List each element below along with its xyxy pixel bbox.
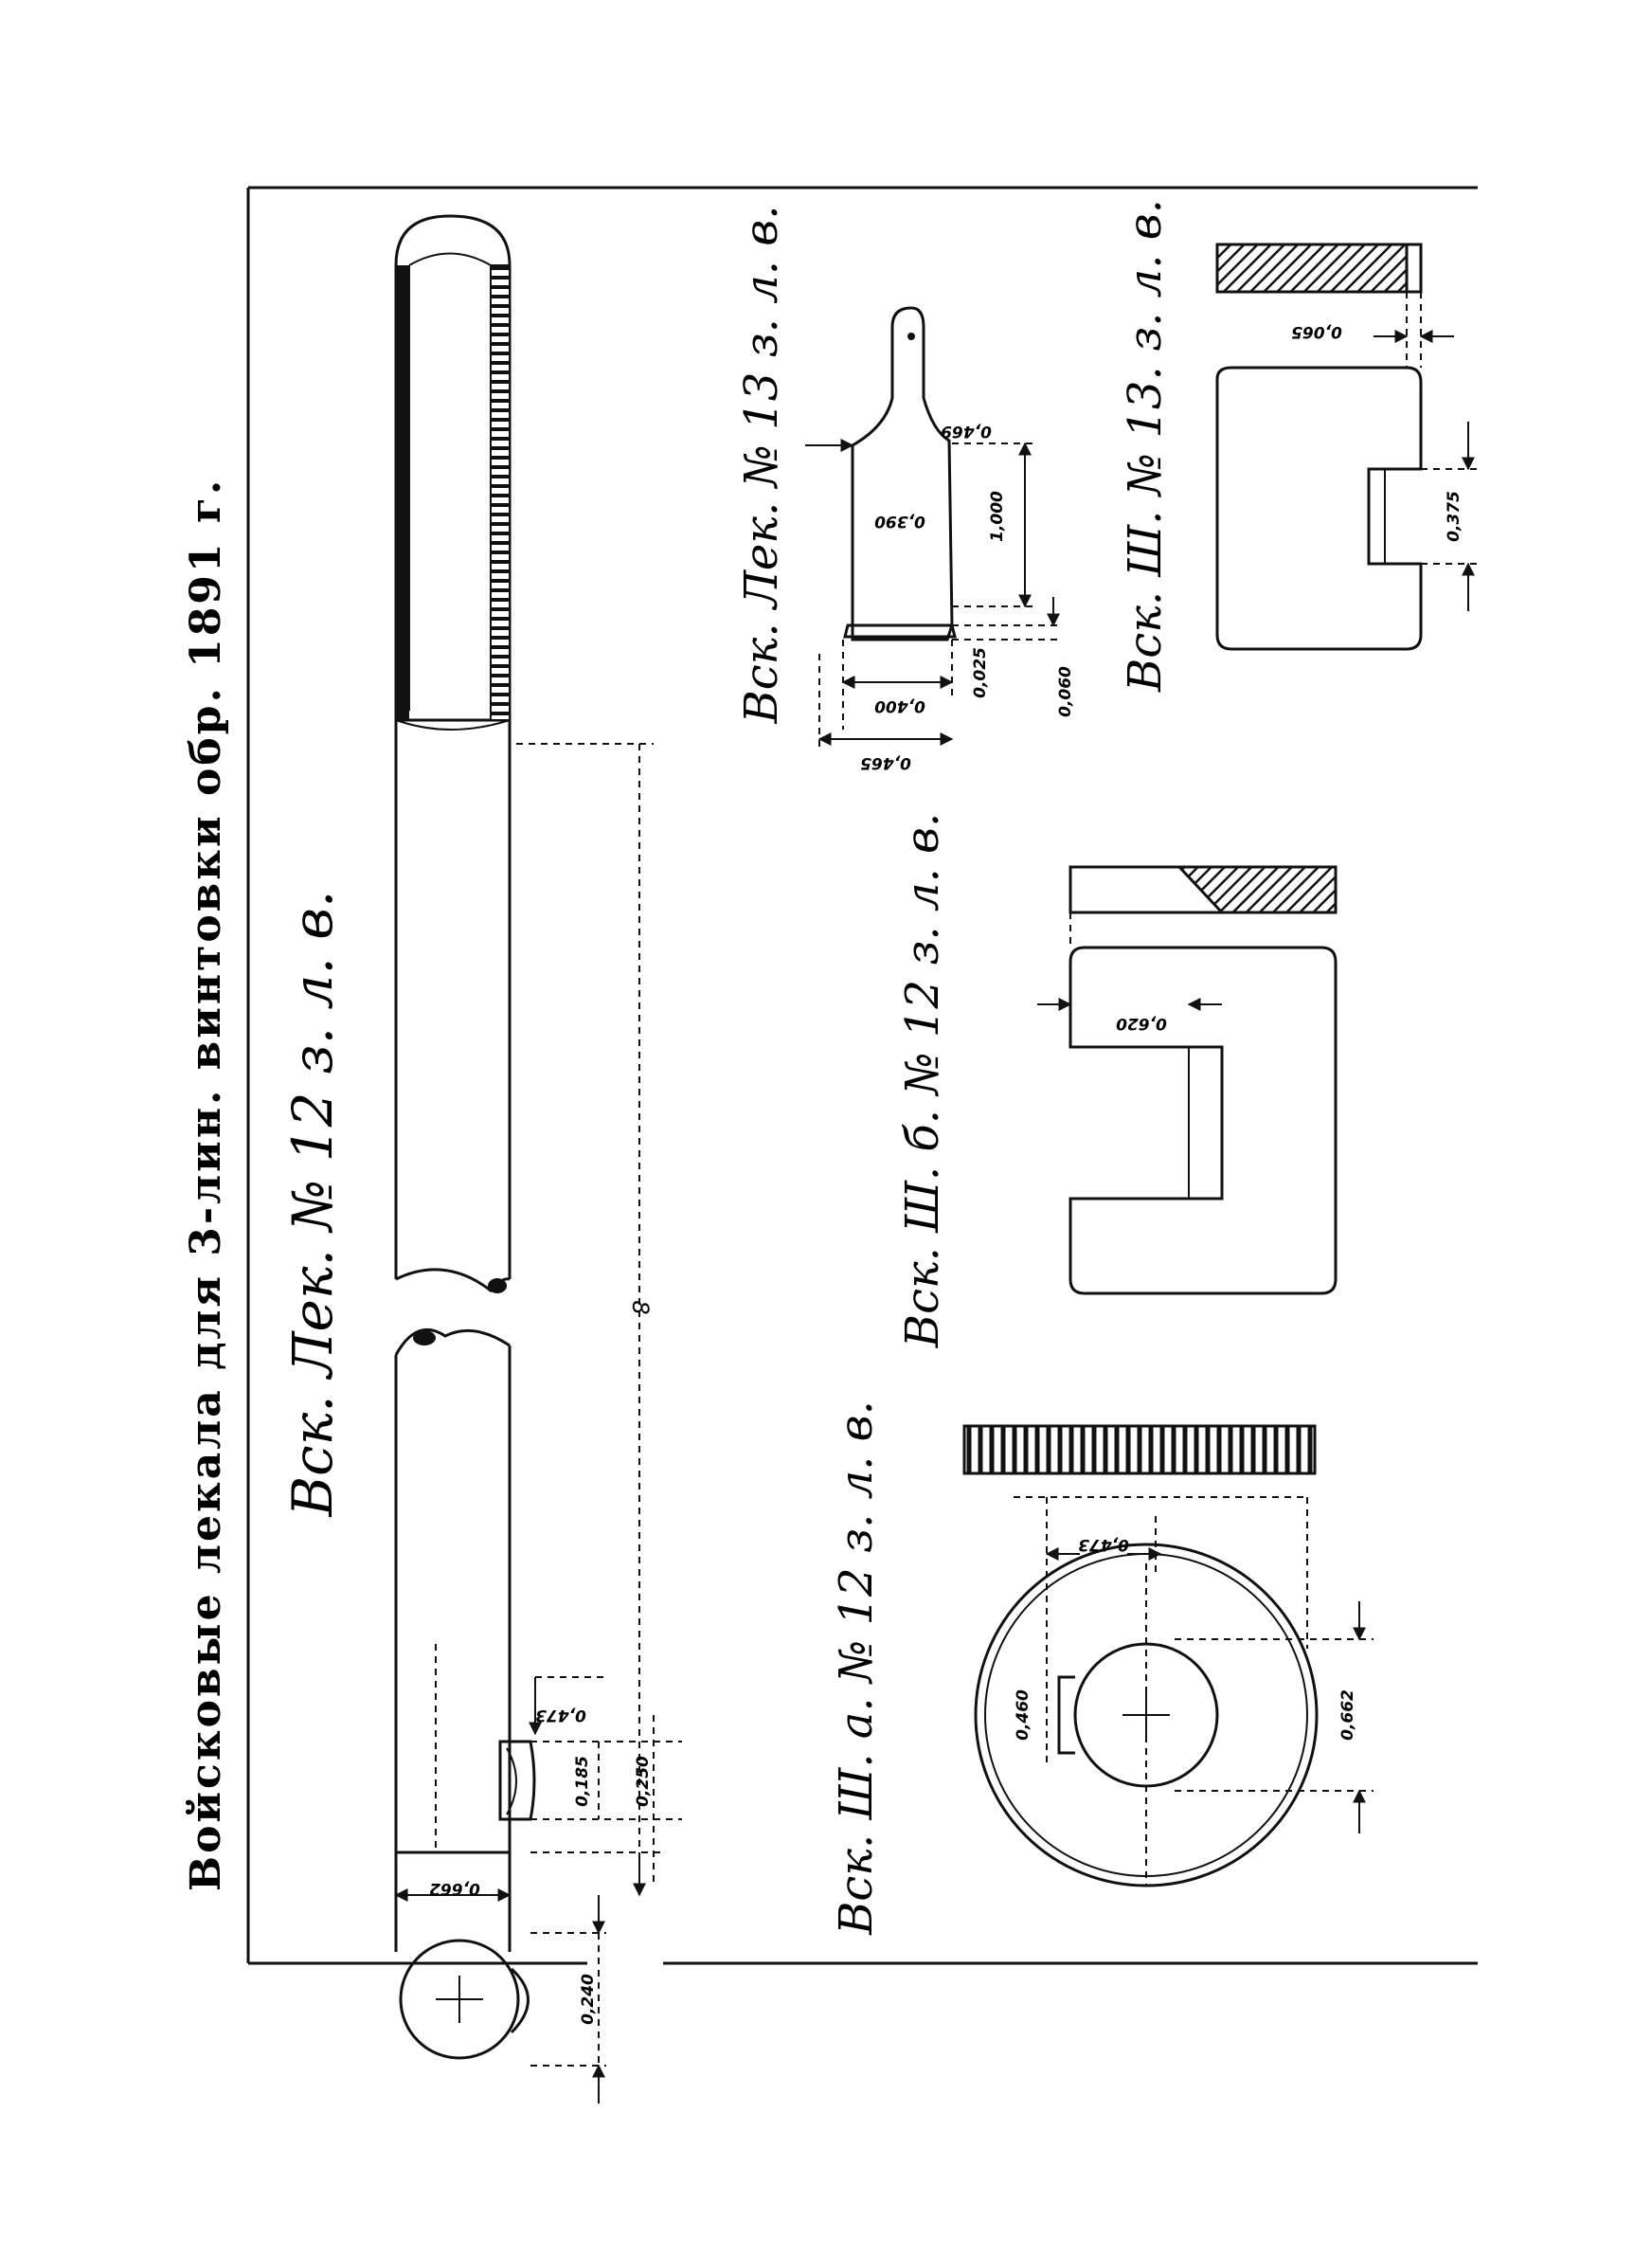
dim-length-8: 8 xyxy=(627,1300,654,1315)
gauge-lek-13 xyxy=(845,308,955,640)
dim-0469: 0,469 xyxy=(941,422,992,441)
dim-0065: 0,065 xyxy=(1291,322,1342,341)
dim-0375: 0,375 xyxy=(1445,491,1463,542)
dim-0620: 0,620 xyxy=(1116,1014,1167,1033)
dim-0662: 0,662 xyxy=(429,1879,480,1898)
sheet-title: Войсковые лекала для 3-лин. винтовки обр. 1891 г. xyxy=(182,477,230,1892)
label-shablon-b-12: Вск. Ш. б. № 12 з. л. в. xyxy=(896,812,949,1348)
label-gauge-lek-12: Вск. Лек. № 12 з. л. в. xyxy=(280,890,345,1517)
label-shablon-a-12: Вск. Ш. а. № 12 з. л. в. xyxy=(830,1400,883,1935)
dim-0060: 0,060 xyxy=(1056,666,1075,717)
dim-0400: 0,400 xyxy=(874,696,925,715)
dim-a-0662: 0,662 xyxy=(1338,1689,1357,1741)
label-gauge-lek-13: Вск. Лек. № 13 з. л. в. xyxy=(735,205,788,724)
dim-0465: 0,465 xyxy=(860,753,911,772)
dim-0240: 0,240 xyxy=(579,1974,598,2025)
dim-0390: 0,390 xyxy=(874,512,925,531)
gauge-lek-13-dimensions xyxy=(805,422,1075,772)
dim-0473: 0,473 xyxy=(535,1706,586,1724)
shablon-a-12-dimensions xyxy=(1014,1497,1374,1886)
shablon-b-12-dimensions xyxy=(1037,912,1222,1033)
label-shablon-13: Вск. Ш. № 13. з. л. в. xyxy=(1119,199,1172,692)
dim-a-0460: 0,460 xyxy=(1014,1689,1032,1741)
dim-1000: 1,000 xyxy=(988,491,1007,542)
gauge-lek-12-dimensions xyxy=(396,744,682,2104)
dim-a-0473: 0,473 xyxy=(1078,1535,1129,1554)
shablon-a-12 xyxy=(964,1426,1317,1886)
gauge-lek-12 xyxy=(396,216,534,2058)
shablon-13 xyxy=(1217,244,1421,649)
dim-0185: 0,185 xyxy=(573,1756,592,1807)
dim-0025: 0,025 xyxy=(971,647,990,698)
shablon-b-12 xyxy=(1070,867,1336,1293)
dim-0250: 0,250 xyxy=(634,1756,653,1807)
